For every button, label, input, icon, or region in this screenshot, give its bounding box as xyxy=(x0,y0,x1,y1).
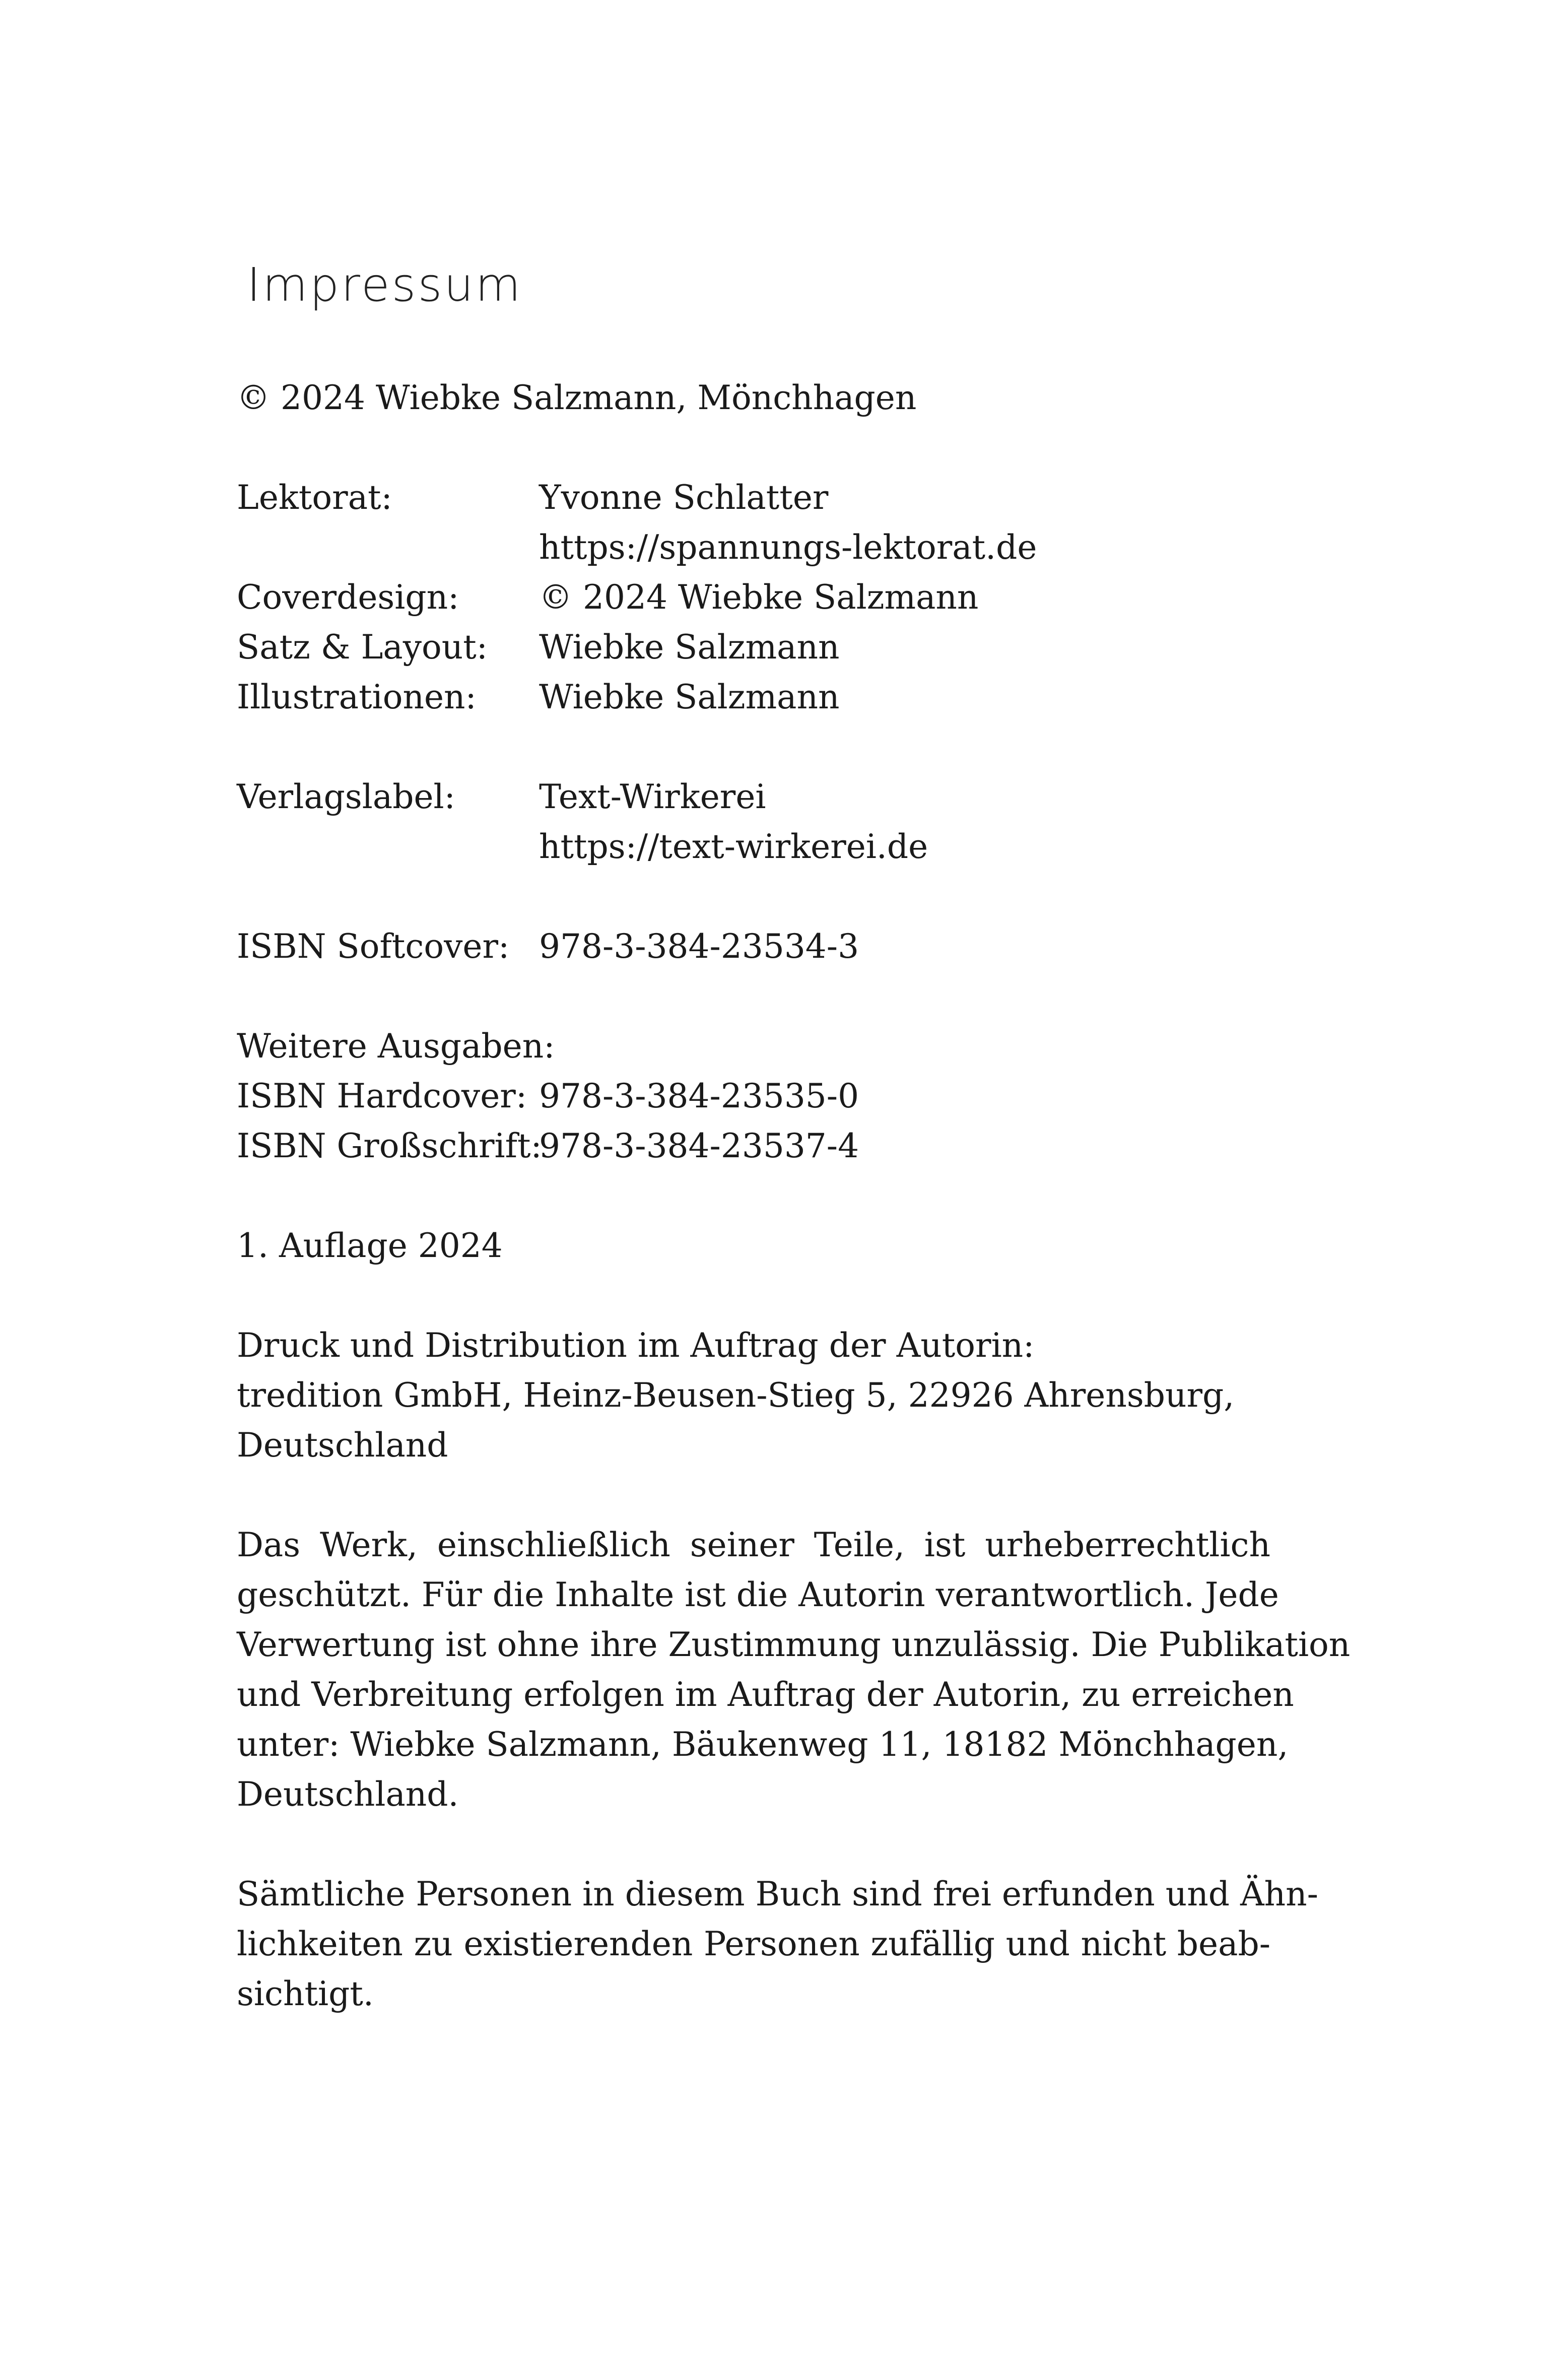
page-title: Impressum xyxy=(247,258,523,312)
further-editions-heading: Weitere Ausgaben: xyxy=(237,1027,555,1066)
distribution-line: Druck und Distribution im Auftrag der Autorin: xyxy=(237,1326,1035,1365)
credit-value: Wiebke Salzmann xyxy=(539,678,840,716)
fiction-notice xyxy=(237,1869,1318,2019)
notice-line: unter: Wiebke Salzmann, Bäukenweg 11, 18182 Mönchhagen, xyxy=(237,1725,1289,1764)
credit-label xyxy=(237,522,539,572)
credit-value: Yvonne Schlatter xyxy=(539,478,829,517)
publisher-row xyxy=(237,822,1270,872)
publisher-url: https://text-wirkerei.de xyxy=(539,827,928,866)
isbn-value: 978-3-384-23534-3 xyxy=(539,927,859,966)
spacer xyxy=(237,423,1270,473)
isbn-row xyxy=(237,1071,1270,1121)
distribution-line: tredition GmbH, Heinz-Beusen-Stieg 5, 22926 Ahrensburg, xyxy=(237,1376,1235,1415)
copyright-notice xyxy=(237,1520,1351,1819)
credit-label: Illustrationen: xyxy=(237,678,477,716)
edition-line: 1. Auflage 2024 xyxy=(237,1226,503,1265)
credit-row xyxy=(237,672,1270,722)
spacer xyxy=(237,1171,1270,1221)
spacer xyxy=(237,1470,1270,1520)
copyright-line: © 2024 Wiebke Salzmann, Mönchhagen xyxy=(237,378,917,417)
credit-url: https://spannungs-lektorat.de xyxy=(539,528,1037,567)
isbn-label: ISBN Großschrift: xyxy=(237,1127,542,1165)
spacer xyxy=(237,872,1270,921)
notice-line: Das Werk, einschließlich seiner Teile, ist urheberrechtlich xyxy=(237,1526,1270,1564)
credit-row xyxy=(237,473,1270,522)
isbn-row xyxy=(237,1121,1270,1171)
publisher-label xyxy=(237,822,539,872)
imprint-body xyxy=(237,373,1351,2019)
imprint-page xyxy=(237,0,1351,2380)
credit-row xyxy=(237,522,1270,572)
distribution-block xyxy=(237,1320,1270,1470)
spacer xyxy=(237,722,1270,772)
publisher-row xyxy=(237,772,1270,822)
isbn-label: ISBN Softcover: xyxy=(237,927,510,966)
notice-line: Sämtliche Personen in diesem Buch sind frei erfunden und Ähn- xyxy=(237,1875,1318,1913)
isbn-value: 978-3-384-23535-0 xyxy=(539,1077,859,1115)
credit-label: Satz & Layout: xyxy=(237,628,488,667)
notice-line: Verwertung ist ohne ihre Zustimmung unzulässig. Die Publikation xyxy=(237,1625,1351,1664)
spacer xyxy=(237,971,1270,1021)
publisher-label-block xyxy=(237,772,1270,872)
credit-value: © 2024 Wiebke Salzmann xyxy=(539,578,979,617)
spacer xyxy=(237,1819,1270,1869)
isbn-label: ISBN Hardcover: xyxy=(237,1077,527,1115)
isbn-softcover-row xyxy=(237,921,1270,971)
publisher-label: Verlagslabel: xyxy=(237,777,455,816)
distribution-line: Deutschland xyxy=(237,1426,448,1465)
notice-line: geschützt. Für die Inhalte ist die Autorin verantwortlich. Jede xyxy=(237,1575,1279,1614)
credit-label: Lektorat: xyxy=(237,478,392,517)
credit-label: Coverdesign: xyxy=(237,578,459,617)
isbn-value: 978-3-384-23537-4 xyxy=(539,1127,859,1165)
notice-line: sichtigt. xyxy=(237,1974,374,2013)
notice-line: und Verbreitung erfolgen im Auftrag der Autorin, zu erreichen xyxy=(237,1675,1294,1714)
spacer xyxy=(237,1271,1270,1320)
credit-row xyxy=(237,572,1270,622)
notice-line: lichkeiten zu existierenden Personen zufällig und nicht beab- xyxy=(237,1925,1270,1963)
publisher-value: Text-Wirkerei xyxy=(539,777,766,816)
credit-value: Wiebke Salzmann xyxy=(539,628,840,667)
credits-block xyxy=(237,473,1270,722)
credit-row xyxy=(237,622,1270,672)
further-editions-block xyxy=(237,1021,1270,1171)
notice-line: Deutschland. xyxy=(237,1775,459,1814)
